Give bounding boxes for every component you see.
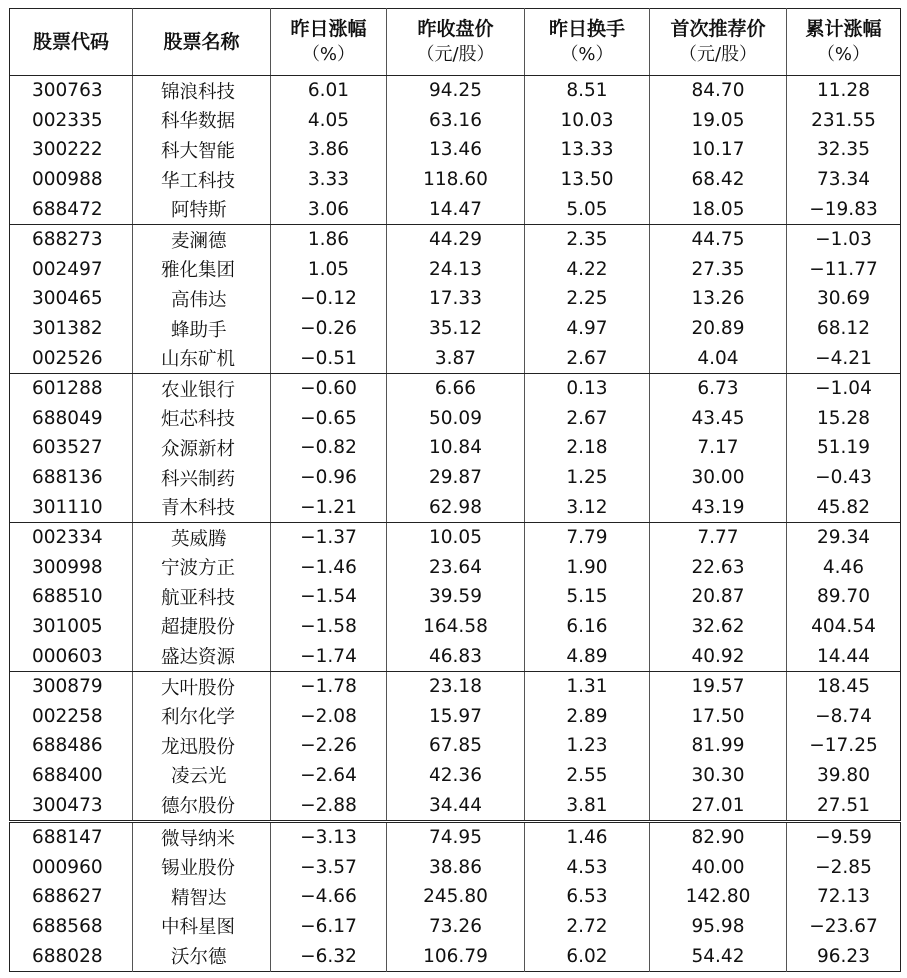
cell-stock-code: 002526 [10, 343, 133, 373]
cell-stock-code: 688136 [32, 467, 103, 489]
cell-stock-code: 301005 [32, 615, 103, 637]
cell-stock-name: 锦浪科技 [133, 76, 271, 106]
table-row [10, 553, 901, 583]
cell-stock-code: 301382 [32, 318, 103, 340]
cell-stock-code: 688049 [32, 407, 103, 429]
cell-stock-name: 锡业股份 [133, 852, 271, 882]
table-row [10, 284, 901, 314]
table-row [10, 255, 901, 285]
cell-cumulative-change: −23.67 [787, 912, 901, 942]
cell-stock-name: 超捷股份 [133, 612, 271, 642]
cell-prev-turnover: 5.05 [525, 194, 650, 224]
table-row [10, 76, 901, 106]
cell-stock-code: 688472 [10, 194, 133, 224]
cell-cumulative-change: 89.70 [787, 582, 901, 612]
cell-prev-close: 29.87 [387, 463, 525, 493]
cell-stock-name: 众源新材 [133, 433, 271, 463]
cell-stock-code: 688400 [32, 764, 103, 786]
table-row [10, 612, 901, 642]
cell-prev-turnover: 2.72 [525, 912, 650, 942]
cell-stock-code: 002258 [32, 705, 103, 727]
header-stock-code: 股票代码 [10, 9, 133, 76]
cell-prev-turnover: 5.15 [525, 582, 650, 612]
cell-prev-close: 14.47 [387, 194, 525, 224]
table-row [10, 912, 901, 942]
cell-first-recommend-price: 4.04 [650, 343, 787, 373]
cell-prev-turnover: 13.50 [525, 165, 650, 195]
cell-cumulative-change: 32.35 [787, 135, 901, 165]
cell-stock-name: 山东矿机 [133, 343, 271, 373]
cell-prev-change: −4.66 [271, 882, 387, 912]
cell-stock-code: 000988 [32, 169, 103, 191]
cell-cumulative-change: 4.46 [787, 553, 901, 583]
cell-cumulative-change: −8.74 [787, 701, 901, 731]
cell-prev-close: 23.18 [387, 671, 525, 701]
cell-stock-code: 301110 [10, 492, 133, 522]
cell-prev-change: −1.74 [271, 641, 387, 671]
cell-prev-change: 4.05 [271, 106, 387, 136]
cell-first-recommend-price: 20.89 [650, 314, 787, 344]
cell-cumulative-change: 96.23 [787, 941, 901, 971]
cell-prev-close: 17.33 [387, 284, 525, 314]
cell-prev-close: 23.64 [387, 553, 525, 583]
cell-prev-change: −0.65 [271, 404, 387, 434]
table-body [10, 76, 901, 972]
cell-first-recommend-price: 20.87 [650, 582, 787, 612]
cell-prev-close: 50.09 [387, 404, 525, 434]
table-row [10, 194, 901, 224]
cell-first-recommend-price: 19.57 [650, 671, 787, 701]
cell-prev-close: 39.59 [387, 582, 525, 612]
cell-prev-close: 13.46 [387, 135, 525, 165]
cell-cumulative-change: −19.83 [787, 194, 901, 224]
cell-stock-code: 300222 [32, 139, 103, 161]
header-stock-name: 股票名称 [133, 9, 271, 76]
cell-cumulative-change: 18.45 [787, 671, 901, 701]
cell-prev-turnover: 8.51 [525, 76, 650, 106]
cell-prev-change: −1.21 [271, 492, 387, 522]
cell-prev-turnover: 1.46 [525, 821, 650, 852]
cell-stock-name: 航亚科技 [133, 582, 271, 612]
cell-first-recommend-price: 27.35 [650, 255, 787, 285]
cell-prev-change: −0.26 [271, 314, 387, 344]
cell-cumulative-change: 30.69 [787, 284, 901, 314]
cell-stock-name: 雅化集团 [133, 255, 271, 285]
cell-stock-code: 603527 [32, 437, 103, 459]
cell-stock-code: 300879 [32, 676, 103, 698]
table-row [10, 165, 901, 195]
cell-prev-change: −2.64 [271, 761, 387, 791]
cell-prev-close: 34.44 [387, 790, 525, 821]
cell-prev-change: −1.37 [271, 522, 387, 552]
stock-recommendation-table [9, 8, 901, 972]
table-row [10, 882, 901, 912]
cell-cumulative-change: 51.19 [787, 433, 901, 463]
cell-stock-name: 宁波方正 [133, 553, 271, 583]
cell-prev-change: −2.08 [271, 701, 387, 731]
header-first-recommend-price: 首次推荐价 （元/股） [650, 9, 787, 76]
cell-prev-turnover: 4.97 [525, 314, 650, 344]
cell-stock-name: 炬芯科技 [133, 404, 271, 434]
table-row [10, 135, 901, 165]
cell-prev-turnover: 2.25 [525, 284, 650, 314]
table-row [10, 314, 901, 344]
header-cumulative-change: 累计涨幅 （%） [787, 9, 901, 76]
table-row [10, 701, 901, 731]
cell-first-recommend-price: 19.05 [650, 106, 787, 136]
cell-first-recommend-price: 17.50 [650, 701, 787, 731]
cell-cumulative-change: 29.34 [787, 522, 901, 552]
cell-stock-name: 德尔股份 [133, 790, 271, 821]
cell-stock-name: 青木科技 [133, 492, 271, 522]
cell-prev-change: 3.86 [271, 135, 387, 165]
table-row [10, 852, 901, 882]
cell-prev-change: −0.60 [271, 373, 387, 403]
cell-first-recommend-price: 81.99 [650, 731, 787, 761]
table-row [10, 433, 901, 463]
cell-prev-turnover: 1.25 [525, 463, 650, 493]
cell-prev-turnover: 0.13 [525, 373, 650, 403]
cell-prev-change: 1.05 [271, 255, 387, 285]
table-row [10, 941, 901, 971]
cell-stock-name: 蜂助手 [133, 314, 271, 344]
cell-prev-close: 44.29 [387, 224, 525, 254]
table-row [10, 790, 901, 821]
cell-first-recommend-price: 82.90 [650, 821, 787, 852]
cell-stock-name: 华工科技 [133, 165, 271, 195]
cell-stock-code: 688147 [32, 827, 103, 849]
cell-prev-change: −2.26 [271, 731, 387, 761]
cell-prev-change: 3.06 [271, 194, 387, 224]
table-row [10, 373, 901, 403]
header-row [10, 9, 901, 76]
cell-cumulative-change: 72.13 [787, 882, 901, 912]
cell-prev-close: 46.83 [387, 641, 525, 671]
cell-prev-close: 74.95 [387, 821, 525, 852]
cell-prev-close: 24.13 [387, 255, 525, 285]
cell-stock-name: 精智达 [133, 882, 271, 912]
table-row [10, 671, 901, 701]
cell-prev-turnover: 13.33 [525, 135, 650, 165]
cell-cumulative-change: −17.25 [787, 731, 901, 761]
cell-prev-close: 63.16 [387, 106, 525, 136]
cell-prev-turnover: 1.23 [525, 731, 650, 761]
table-row [10, 641, 901, 671]
cell-stock-code: 002334 [32, 527, 103, 549]
cell-cumulative-change: −0.43 [787, 463, 901, 493]
table-row [10, 463, 901, 493]
cell-first-recommend-price: 40.92 [650, 641, 787, 671]
cell-stock-name: 科大智能 [133, 135, 271, 165]
cell-prev-change: −2.88 [271, 790, 387, 821]
cell-prev-close: 6.66 [387, 373, 525, 403]
cell-stock-code: 300465 [32, 288, 103, 310]
cell-prev-change: −6.17 [271, 912, 387, 942]
cell-stock-code: 688273 [32, 229, 103, 251]
cell-prev-turnover: 6.02 [525, 941, 650, 971]
cell-first-recommend-price: 43.45 [650, 404, 787, 434]
cell-stock-name: 麦澜德 [133, 224, 271, 254]
cell-stock-code: 688028 [32, 945, 103, 967]
cell-first-recommend-price: 142.80 [650, 882, 787, 912]
cell-stock-code: 688486 [32, 735, 103, 757]
cell-prev-turnover: 3.81 [525, 790, 650, 821]
cell-cumulative-change: 45.82 [787, 492, 901, 522]
cell-stock-name: 农业银行 [133, 373, 271, 403]
table-row [10, 761, 901, 791]
cell-stock-name: 利尔化学 [133, 701, 271, 731]
cell-prev-turnover: 4.22 [525, 255, 650, 285]
cell-first-recommend-price: 95.98 [650, 912, 787, 942]
cell-prev-change: −0.82 [271, 433, 387, 463]
cell-stock-name: 微导纳米 [133, 821, 271, 852]
table-row [10, 731, 901, 761]
cell-cumulative-change: 14.44 [787, 641, 901, 671]
header-prev-turnover: 昨日换手 （%） [525, 9, 650, 76]
cell-prev-close: 38.86 [387, 852, 525, 882]
cell-prev-change: −3.13 [271, 821, 387, 852]
cell-prev-turnover: 6.53 [525, 882, 650, 912]
table-row [10, 492, 901, 522]
cell-prev-change: 1.86 [271, 224, 387, 254]
cell-cumulative-change: 73.34 [787, 165, 901, 195]
cell-first-recommend-price: 7.17 [650, 433, 787, 463]
cell-prev-close: 245.80 [387, 882, 525, 912]
cell-prev-turnover: 1.90 [525, 553, 650, 583]
cell-stock-name: 科华数据 [133, 106, 271, 136]
cell-stock-name: 龙迅股份 [133, 731, 271, 761]
cell-prev-change: −1.54 [271, 582, 387, 612]
cell-prev-change: −1.46 [271, 553, 387, 583]
cell-prev-close: 62.98 [387, 492, 525, 522]
table-row [10, 522, 901, 552]
cell-first-recommend-price: 32.62 [650, 612, 787, 642]
cell-prev-change: 6.01 [271, 76, 387, 106]
cell-first-recommend-price: 22.63 [650, 553, 787, 583]
cell-prev-change: −6.32 [271, 941, 387, 971]
cell-stock-code: 688568 [32, 915, 103, 937]
table-header [10, 9, 901, 76]
cell-stock-code: 300763 [32, 80, 103, 102]
cell-prev-change: −1.78 [271, 671, 387, 701]
cell-prev-turnover: 3.12 [525, 492, 650, 522]
cell-cumulative-change: −4.21 [787, 343, 901, 373]
header-prev-close: 昨收盘价 （元/股） [387, 9, 525, 76]
table-row [10, 582, 901, 612]
cell-cumulative-change: −2.85 [787, 852, 901, 882]
cell-prev-turnover: 2.55 [525, 761, 650, 791]
cell-prev-close: 42.36 [387, 761, 525, 791]
header-prev-change: 昨日涨幅 （%） [271, 9, 387, 76]
cell-stock-name: 科兴制药 [133, 463, 271, 493]
table-row [10, 343, 901, 373]
cell-stock-name: 大叶股份 [133, 671, 271, 701]
cell-first-recommend-price: 30.30 [650, 761, 787, 791]
cell-first-recommend-price: 54.42 [650, 941, 787, 971]
table-row [10, 106, 901, 136]
cell-prev-change: −1.58 [271, 612, 387, 642]
cell-first-recommend-price: 18.05 [650, 194, 787, 224]
cell-cumulative-change: 68.12 [787, 314, 901, 344]
cell-first-recommend-price: 44.75 [650, 224, 787, 254]
cell-prev-turnover: 2.67 [525, 343, 650, 373]
cell-stock-code: 688627 [32, 886, 103, 908]
cell-stock-name: 盛达资源 [133, 641, 271, 671]
cell-stock-name: 英威腾 [133, 522, 271, 552]
cell-cumulative-change: 15.28 [787, 404, 901, 434]
cell-cumulative-change: −1.03 [787, 224, 901, 254]
cell-first-recommend-price: 7.77 [650, 522, 787, 552]
cell-prev-close: 3.87 [387, 343, 525, 373]
cell-stock-code: 000603 [10, 641, 133, 671]
cell-first-recommend-price: 40.00 [650, 852, 787, 882]
cell-cumulative-change: −11.77 [787, 255, 901, 285]
cell-stock-code: 002335 [32, 109, 103, 131]
cell-prev-turnover: 1.31 [525, 671, 650, 701]
cell-stock-code: 601288 [32, 378, 103, 400]
cell-prev-turnover: 10.03 [525, 106, 650, 136]
cell-prev-close: 10.84 [387, 433, 525, 463]
cell-prev-close: 118.60 [387, 165, 525, 195]
cell-stock-name: 沃尔德 [133, 941, 271, 971]
cell-cumulative-change: 404.54 [787, 612, 901, 642]
cell-prev-turnover: 2.18 [525, 433, 650, 463]
cell-first-recommend-price: 27.01 [650, 790, 787, 821]
cell-prev-turnover: 2.35 [525, 224, 650, 254]
cell-stock-code: 000960 [32, 856, 103, 878]
cell-prev-close: 106.79 [387, 941, 525, 971]
cell-prev-turnover: 2.67 [525, 404, 650, 434]
cell-stock-name: 高伟达 [133, 284, 271, 314]
cell-cumulative-change: −1.04 [787, 373, 901, 403]
cell-first-recommend-price: 68.42 [650, 165, 787, 195]
cell-stock-code: 688510 [32, 586, 103, 608]
cell-prev-turnover: 4.53 [525, 852, 650, 882]
cell-prev-close: 10.05 [387, 522, 525, 552]
cell-cumulative-change: −9.59 [787, 821, 901, 852]
cell-first-recommend-price: 13.26 [650, 284, 787, 314]
table-row [10, 821, 901, 852]
cell-prev-close: 73.26 [387, 912, 525, 942]
cell-stock-name: 阿特斯 [133, 194, 271, 224]
cell-prev-turnover: 2.89 [525, 701, 650, 731]
cell-first-recommend-price: 30.00 [650, 463, 787, 493]
cell-prev-turnover: 7.79 [525, 522, 650, 552]
cell-prev-change: −0.96 [271, 463, 387, 493]
cell-cumulative-change: 27.51 [787, 790, 901, 821]
cell-first-recommend-price: 6.73 [650, 373, 787, 403]
cell-stock-code: 300473 [10, 790, 133, 821]
cell-prev-turnover: 4.89 [525, 641, 650, 671]
cell-cumulative-change: 231.55 [787, 106, 901, 136]
cell-prev-close: 164.58 [387, 612, 525, 642]
cell-prev-change: −0.51 [271, 343, 387, 373]
cell-prev-close: 15.97 [387, 701, 525, 731]
cell-first-recommend-price: 84.70 [650, 76, 787, 106]
table-row [10, 224, 901, 254]
cell-cumulative-change: 11.28 [787, 76, 901, 106]
cell-stock-code: 300998 [32, 556, 103, 578]
cell-stock-code: 002497 [32, 258, 103, 280]
cell-prev-close: 94.25 [387, 76, 525, 106]
cell-prev-close: 35.12 [387, 314, 525, 344]
cell-stock-name: 凌云光 [133, 761, 271, 791]
cell-prev-turnover: 6.16 [525, 612, 650, 642]
cell-prev-change: 3.33 [271, 165, 387, 195]
cell-prev-change: −3.57 [271, 852, 387, 882]
cell-prev-close: 67.85 [387, 731, 525, 761]
cell-stock-name: 中科星图 [133, 912, 271, 942]
cell-first-recommend-price: 10.17 [650, 135, 787, 165]
cell-cumulative-change: 39.80 [787, 761, 901, 791]
cell-first-recommend-price: 43.19 [650, 492, 787, 522]
cell-prev-change: −0.12 [271, 284, 387, 314]
table-row [10, 404, 901, 434]
